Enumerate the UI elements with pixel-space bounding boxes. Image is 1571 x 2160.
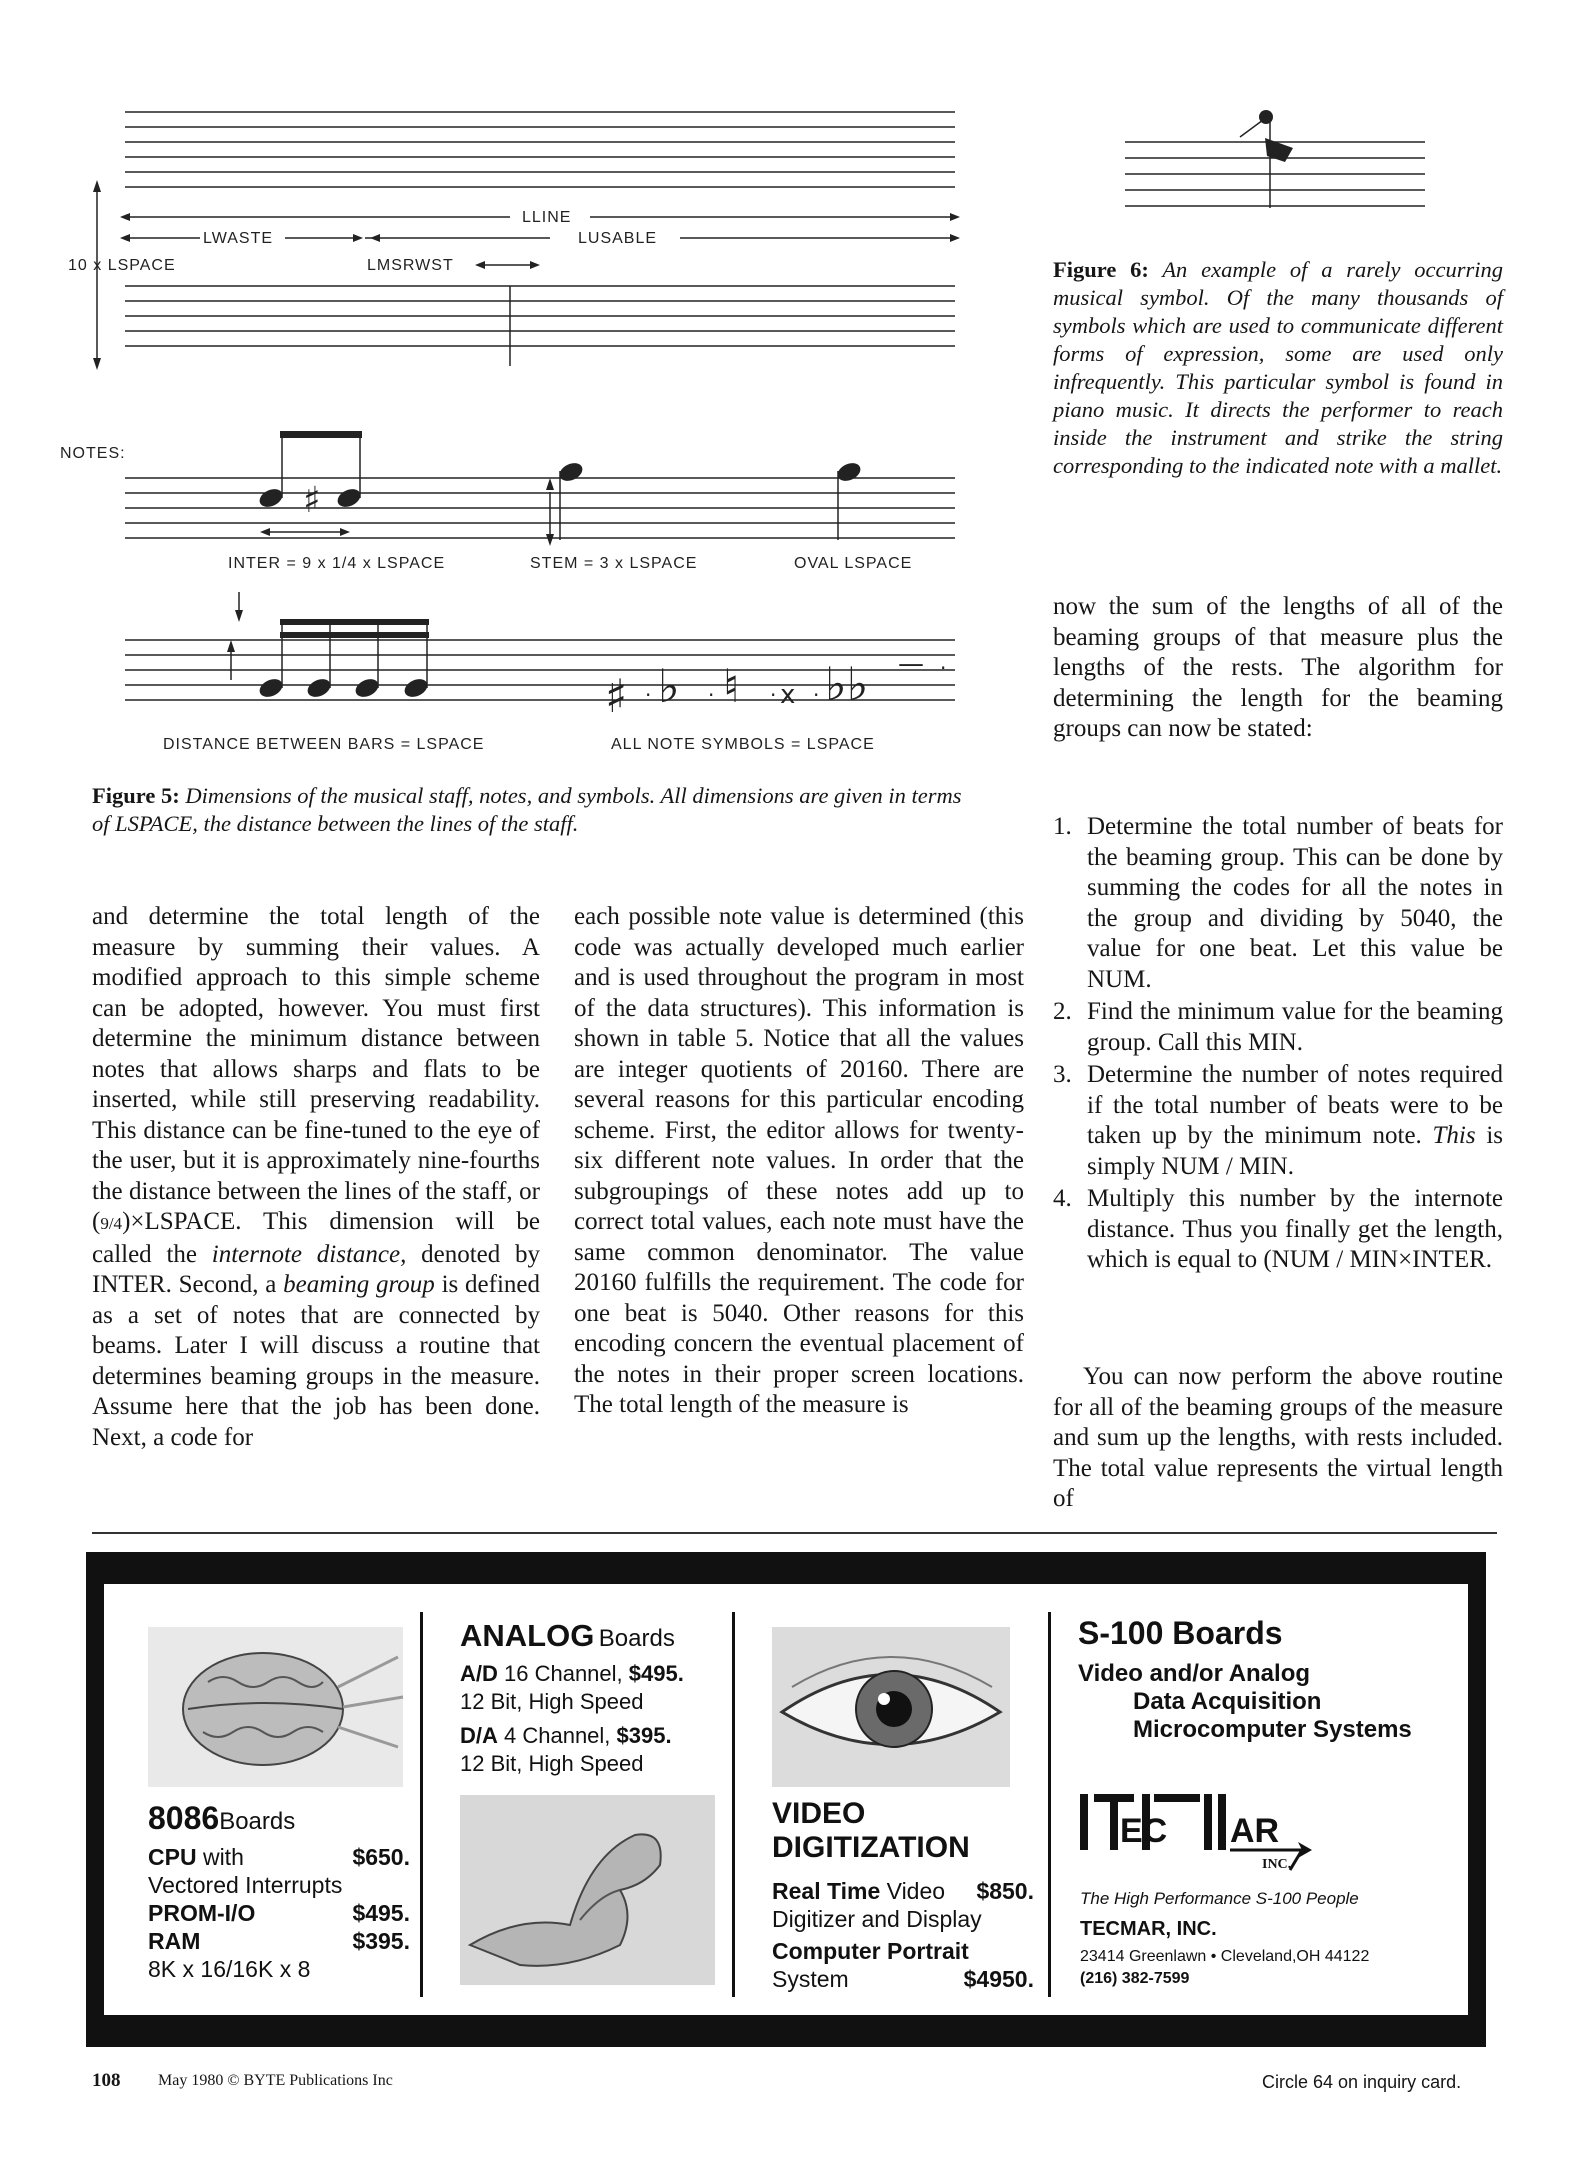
svg-text:·: · <box>813 683 820 707</box>
svg-text:♭: ♭ <box>658 659 680 713</box>
tecmar-tagline: The High Performance S-100 People <box>1080 1889 1359 1908</box>
step-number: 4. <box>1053 1185 1072 1212</box>
step-text: Multiply this number by the internote distance. Thus you finally get the length, which is equal to (NUM / MIN×INTER. <box>1087 1185 1503 1273</box>
ad-price: $495. <box>628 1661 684 1686</box>
s100-line-1: Video and/or Analog <box>1078 1660 1311 1687</box>
ad-row <box>772 1937 1034 1965</box>
figure-6-caption <box>1053 256 1503 480</box>
figure-5-label: Figure 5: <box>92 783 180 808</box>
col1-text-a: and determine the total length of the measure by summing their values. A modified approach to this simple scheme can be adopted, however. You must first determine the minimum distance between notes that allows sharps and flats to be inserted, while still preserving readability. This distance can be fine-tuned to the eye of the user, but it is approximately nine-fourths the distance between the lines of the staff, or ( <box>92 903 540 1235</box>
svg-text:x: x <box>780 680 796 710</box>
da-price: $395. <box>616 1723 672 1748</box>
svg-text:♮: ♮ <box>723 659 740 713</box>
page-number: 108 <box>92 2070 121 2091</box>
step-number: 1. <box>1053 813 1072 840</box>
inquiry-card-note: Circle 64 on inquiry card. <box>1262 2072 1462 2092</box>
publication-line: May 1980 © BYTE Publications Inc <box>158 2072 393 2089</box>
figure-6-label: Figure 6: <box>1053 257 1149 282</box>
tecmar-logo <box>1080 1790 1380 1872</box>
figure-5-caption <box>92 782 972 838</box>
label-oval: OVAL LSPACE <box>794 555 913 572</box>
svg-text:INC.: INC. <box>1262 1857 1292 1872</box>
panel-8086 <box>148 1800 410 1983</box>
rt-label: Real Time <box>772 1878 881 1904</box>
ad-row <box>148 1871 410 1899</box>
label-all-symbols: ALL NOTE SYMBOLS = LSPACE <box>611 736 875 753</box>
tecmar-company: TECMAR, INC. <box>1080 1918 1217 1940</box>
step-number: 3. <box>1053 1061 1072 1088</box>
ad-separator <box>420 1612 423 1997</box>
ad-divider-rule <box>92 1532 1497 1534</box>
step-item <box>1053 812 1503 995</box>
ad-row <box>148 1843 410 1871</box>
panel-analog-title: ANALOG <box>460 1618 595 1653</box>
row-label: PROM-I/O <box>148 1900 256 1926</box>
step-text: Determine the number of notes required if the total number of beats were to be taken up by the minimum note. <box>1087 1061 1503 1149</box>
row-label: CPU <box>148 1844 197 1870</box>
row-price: $650. <box>352 1844 410 1870</box>
ad-row <box>148 1955 410 1983</box>
col1-text-b: )×LSPACE. This dimension will be called the <box>92 1208 540 1268</box>
panel-8086-title: 8086 <box>148 1800 220 1836</box>
row-text: Vectored Interrupts <box>148 1872 343 1898</box>
rt-sub: Digitizer and Display <box>772 1906 982 1932</box>
ad-row <box>148 1899 410 1927</box>
panel-s100 <box>1078 1615 1458 1744</box>
step-text: is simply NUM / MIN. <box>1087 1122 1504 1180</box>
s100-line-2: Data Acquisition <box>1133 1688 1322 1715</box>
cp-label: Computer Portrait <box>772 1938 969 1964</box>
ad-row <box>772 1905 1034 1933</box>
panel-video <box>772 1797 1034 1993</box>
panel-analog <box>460 1618 725 1778</box>
col1-term-internote: internote distance, <box>211 1240 407 1268</box>
svg-text:·: · <box>770 683 777 707</box>
ad-row <box>772 1965 1034 1993</box>
s100-line-3: Microcomputer Systems <box>1133 1716 1412 1743</box>
step-text: Determine the total number of beats for the beaming group. This can be done by summing the codes for all the notes in the group and dividing by 5040, the value for one beat. Let this value be NUM. <box>1087 813 1503 993</box>
svg-text:—: — <box>898 649 924 679</box>
algorithm-steps <box>1053 812 1503 1278</box>
col1-text-c: denoted by INTER. Second, a <box>92 1240 541 1298</box>
da-sub: 12 Bit, High Speed <box>460 1751 644 1776</box>
col1-fraction: 9/4 <box>100 1214 123 1233</box>
svg-text:·: · <box>708 683 715 707</box>
ad-row <box>772 1877 1034 1905</box>
ad-text: 16 Channel, <box>497 1661 629 1686</box>
da-label: D/A <box>460 1723 498 1748</box>
panel-s100-title: S-100 Boards <box>1078 1615 1283 1651</box>
figure-6-symbol <box>1115 100 1435 230</box>
label-lmsrwst: LMSRWST <box>367 257 454 274</box>
figure-6-caption-text: An example of a rarely occurring musical symbol. Of the many thousands of symbols which are used to communicate different forms of expression, some are used only infrequently. This particular symbol is found in piano music. It directs the performer to reach inside the instrument and strike the string corresponding to the indicated note with a mallet. <box>1053 257 1504 478</box>
ad-separator <box>732 1612 735 1997</box>
step-text: Find the minimum value for the beaming group. Call this MIN. <box>1087 998 1503 1056</box>
row-price: $495. <box>352 1900 410 1926</box>
panel-analog-title-small: Boards <box>598 1625 675 1652</box>
rt-price: $850. <box>976 1878 1034 1904</box>
tecmar-address: 23414 Greenlawn • Cleveland,OH 44122 <box>1080 1948 1370 1965</box>
row-label: RAM <box>148 1928 201 1954</box>
label-stem: STEM = 3 x LSPACE <box>530 555 698 572</box>
body-column-2: each possible note value is determined (this code was actually developed much earlier and is used throughout the program in most of the data structures). This information is shown in table 5. Notice that all the values are integer quotients of 20160. There are several reasons for this particular encoding scheme. First, the editor allows for twenty-six different note values. In order that the subgroupings of these notes add up to correct total values, each note must have the same common denominator. The value 20160 fulfills the requirement. The code for one beat is 5040. Other reasons for this encoding concern the eventual placement of the notes in their proper screen locations. The total length of the measure is <box>574 903 1024 1418</box>
body-column-1 <box>92 902 540 1453</box>
label-lusable: LUSABLE <box>578 230 658 247</box>
col1-term-beaming: beaming group <box>283 1271 435 1298</box>
svg-text:♯: ♯ <box>303 480 321 521</box>
cp-price: $4950. <box>963 1966 1034 1992</box>
svg-text:♭♭: ♭♭ <box>825 657 869 711</box>
tecmar-phone: (216) 382-7599 <box>1080 1970 1190 1987</box>
ad-separator <box>1048 1612 1051 1997</box>
svg-text:EC: EC <box>1120 1812 1168 1850</box>
da-text: 4 Channel, <box>497 1723 617 1748</box>
label-inter: INTER = 9 x 1/4 x LSPACE <box>228 555 446 572</box>
svg-text:·: · <box>645 683 652 707</box>
step-number: 2. <box>1053 998 1072 1025</box>
svg-text:♯: ♯ <box>605 669 628 723</box>
ad-label: A/D <box>460 1661 498 1686</box>
svg-text:AR: AR <box>1230 1812 1280 1850</box>
panel-8086-title-small: Boards <box>219 1808 296 1835</box>
rt-text: Video <box>880 1878 946 1904</box>
muscle-arm-image <box>460 1795 715 1985</box>
body-column-3-outro: You can now perform the above routine for all of the beaming groups of the measure and sum up the lengths, with rests included. The total value represents the virtual length of <box>1053 1363 1503 1512</box>
row-price: $395. <box>352 1928 410 1954</box>
col1-text-d: is defined as a set of notes that are connected by beams. Later I will discuss a routine that determines beaming groups in the measure. Assume here that the job has been done. Next, a code for <box>92 1271 541 1451</box>
label-lwaste: LWASTE <box>203 230 274 247</box>
label-lline: LLINE <box>522 209 572 226</box>
body-column-3-intro: now the sum of the lengths of all of the beaming groups of that measure plus the lengths of the rests. The algorithm for determining the length for the beaming groups can now be stated: <box>1053 593 1503 742</box>
panel-video-title-1: VIDEO <box>772 1797 866 1830</box>
ad-sub: 12 Bit, High Speed <box>460 1689 644 1714</box>
tecmar-contact <box>1080 1888 1460 1990</box>
step-item <box>1053 997 1503 1058</box>
step-item <box>1053 1184 1503 1276</box>
label-distance: DISTANCE BETWEEN BARS = LSPACE <box>163 736 485 753</box>
label-notes: NOTES: <box>60 445 126 462</box>
row-text: with <box>196 1844 244 1870</box>
eye-image <box>772 1627 1010 1787</box>
svg-text:·: · <box>940 656 947 680</box>
step-text-emphasis: This <box>1432 1122 1476 1149</box>
ad-row <box>148 1927 410 1955</box>
figure-5-caption-text: Dimensions of the musical staff, notes, and symbols. All dimensions are given in terms of LSPACE, the distance between the lines of the staff. <box>92 783 962 836</box>
panel-video-title-2: DIGITIZATION <box>772 1831 970 1864</box>
row-text: 8K x 16/16K x 8 <box>148 1956 311 1982</box>
label-ten-lspace: 10 x LSPACE <box>68 257 176 274</box>
figure-5-diagram <box>60 100 970 760</box>
cp-sub: System <box>772 1966 849 1992</box>
brain-image <box>148 1627 403 1787</box>
step-item <box>1053 1060 1503 1182</box>
